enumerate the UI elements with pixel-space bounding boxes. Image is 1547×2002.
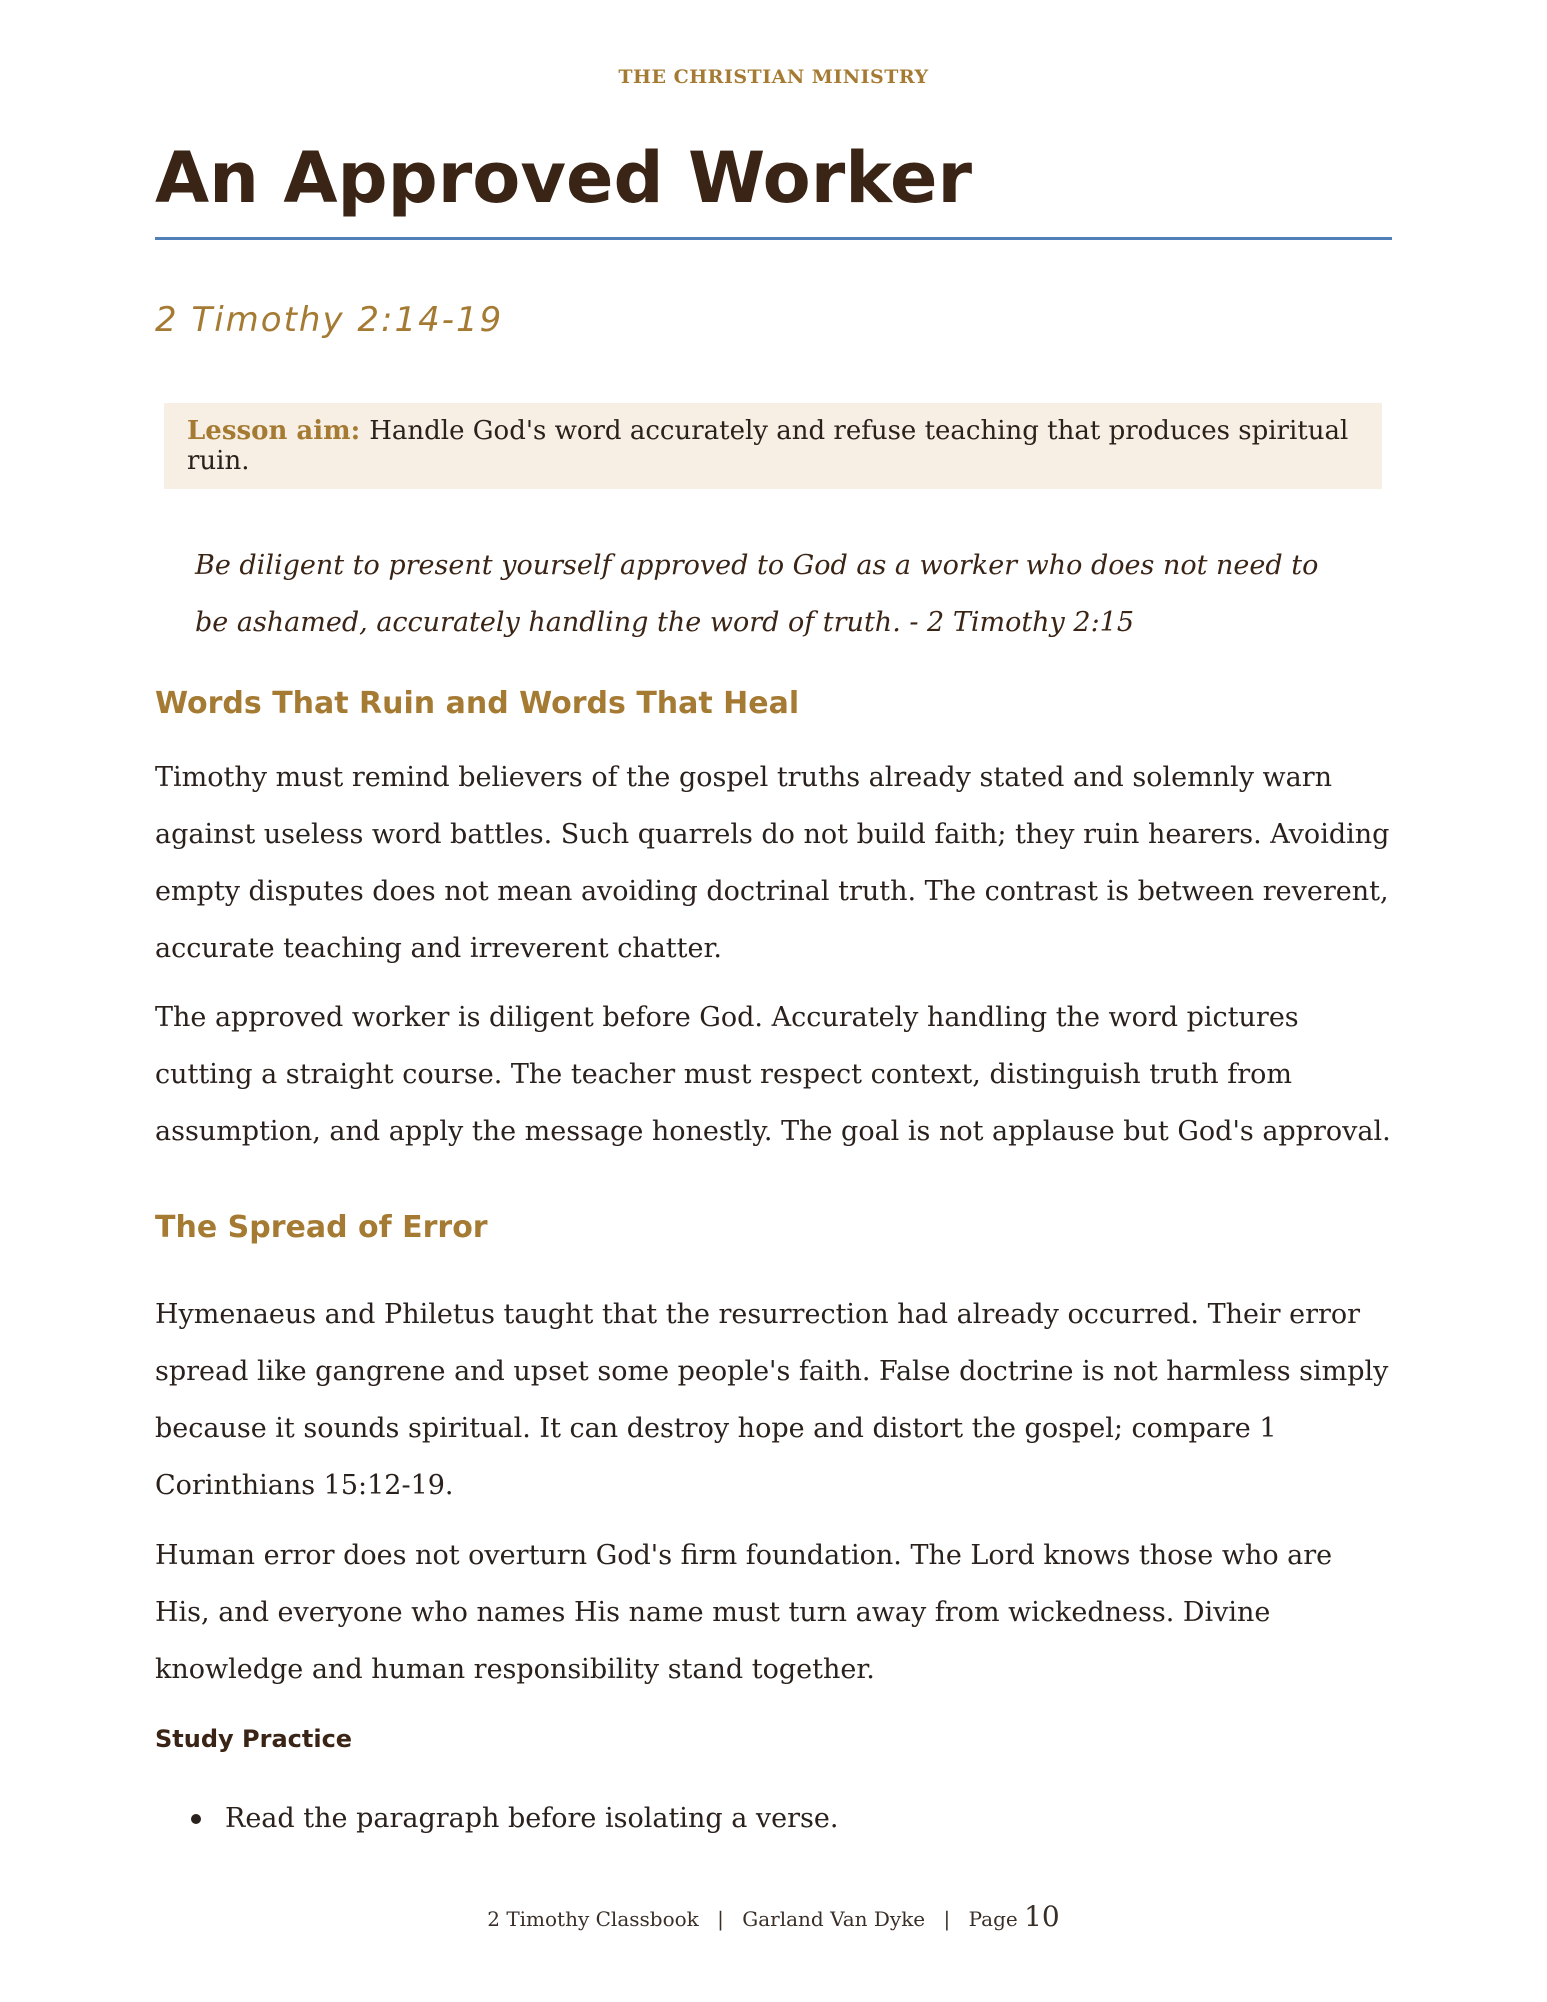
list-item bbox=[155, 1790, 838, 1847]
paragraph: Timothy must remind believers of the gospel truths already stated and solemnly warn against useless word battles. Such quarrels do not build faith; they ruin hearers. Avoiding empty disputes does not mean avoiding doctrinal truth. The contrast is between reverent, accurate teaching and irreverent chatter. bbox=[155, 762, 1390, 964]
footer-author: Garland Van Dyke bbox=[742, 1907, 926, 1931]
study-practice-heading: Study Practice bbox=[155, 1725, 353, 1753]
key-verse-quote: Be diligent to present yourself approved to God as a worker who does not need to be ashamed, accurately handling the word of truth. - 2 Timothy 2:15 bbox=[195, 550, 1319, 638]
running-header: THE CHRISTIAN MINISTRY bbox=[618, 66, 929, 88]
footer-page-number: 10 bbox=[1024, 1900, 1060, 1933]
list-item-text: Read the paragraph before isolating a verse. bbox=[225, 1803, 839, 1834]
footer-page-label: Page bbox=[968, 1907, 1018, 1931]
page-footer bbox=[0, 1900, 1547, 1933]
lesson-aim-text: Handle God's word accurately and refuse teaching that produces spiritual ruin. bbox=[187, 416, 1349, 476]
footer-separator: | bbox=[717, 1907, 724, 1931]
scripture-reference: 2 Timothy 2:14-19 bbox=[155, 300, 504, 340]
bullet-icon bbox=[191, 1814, 201, 1824]
lesson-aim-label: Lesson aim: bbox=[187, 416, 361, 446]
section-heading-error: The Spread of Error bbox=[155, 1210, 488, 1245]
lesson-aim bbox=[187, 416, 1359, 476]
paragraph: The approved worker is diligent before God. Accurately handling the word pictures cutting a straight course. The teacher must respect context, distinguish truth from assumption, and apply the message honestly. The goal is not applause but God's approval. bbox=[155, 1002, 1391, 1147]
lesson-aim-box bbox=[164, 403, 1382, 489]
section-heading-words: Words That Ruin and Words That Heal bbox=[155, 686, 800, 721]
paragraph: Hymenaeus and Philetus taught that the resurrection had already occurred. Their error spread like gangrene and upset some people's faith. False doctrine is not harmless simply because it sounds spiritual. It can destroy hope and distort the gospel; compare 1 Corinthians 15:12-19. bbox=[155, 1299, 1389, 1501]
footer-separator: | bbox=[943, 1907, 951, 1931]
title-divider bbox=[155, 237, 1392, 240]
page-title: An Approved Worker bbox=[155, 137, 972, 219]
paragraph: Human error does not overturn God's firm foundation. The Lord knows those who are His, and everyone who names His name must turn away from wickedness. Divine knowledge and human responsibility stand together. bbox=[155, 1540, 1333, 1685]
footer-book-title: 2 Timothy Classbook bbox=[487, 1907, 699, 1931]
study-practice-list bbox=[155, 1790, 838, 1847]
